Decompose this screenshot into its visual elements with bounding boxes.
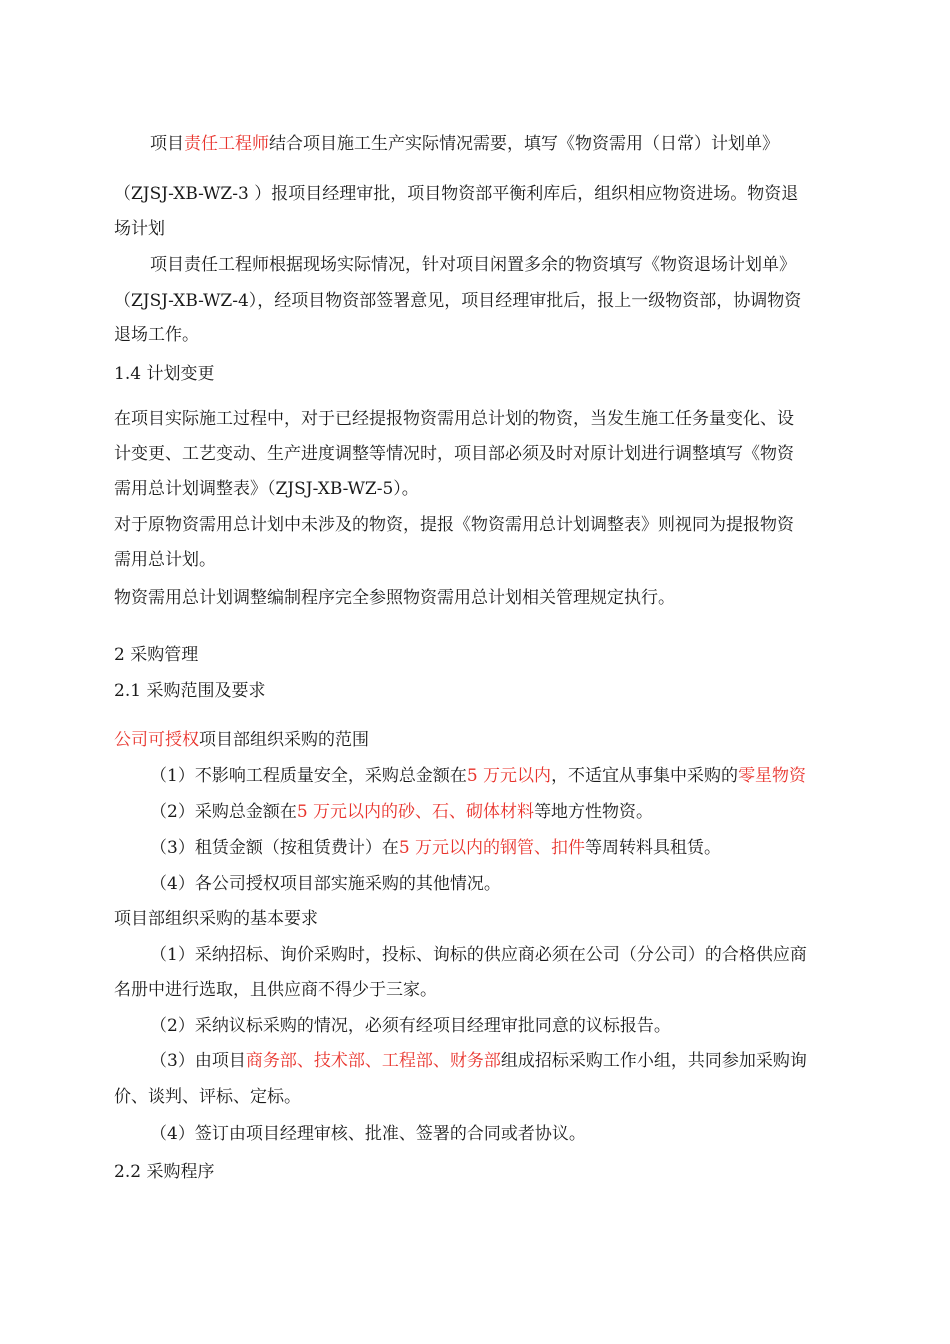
paragraph-line: 场计划 (114, 219, 165, 239)
highlighted-text: 5 万元以内的砂、石、砌体材料 (296, 802, 535, 822)
paragraph-line: 计变更、工艺变动、生产进度调整等情况时，项目部必须及时对原计划进行调整填写《物资 (114, 444, 794, 464)
paragraph-line: 退场工作。 (114, 325, 199, 345)
highlighted-text: 零星物资 (738, 766, 807, 786)
text-run: （3）租赁金额（按租赁费计）在 (150, 838, 399, 858)
text-run: （3）由项目 (150, 1051, 246, 1071)
paragraph-line: 对于原物资需用总计划中未涉及的物资，提报《物资需用总计划调整表》则视同为提报物资 (114, 515, 794, 535)
highlighted-text: 5 万元以内 (466, 766, 552, 786)
paragraph-line (150, 133, 779, 155)
list-item-continuation: 价、谈判、评标、定标。 (114, 1087, 301, 1107)
list-item: （2）采纳议标采购的情况，必须有经项目经理审批同意的议标报告。 (150, 1016, 671, 1036)
highlighted-text: 商务部、技术部、工程部、财务部 (245, 1051, 501, 1071)
highlighted-text: 5 万元以内的钢管、扣件 (398, 838, 586, 858)
highlighted-text: 公司可授权 (114, 730, 199, 750)
list-item-continuation: 名册中进行选取，且供应商不得少于三家。 (114, 980, 437, 1000)
text-run: 结合项目施工生产实际情况需要，填写《物资需用（日常）计划单》 (269, 134, 779, 154)
text-run: （2）采购总金额在 (150, 802, 297, 822)
text-run: 等周转料具租赁。 (585, 838, 722, 858)
text-run: 组成招标采购工作小组，共同参加采购询 (500, 1051, 807, 1071)
paragraph-line: 需用总计划调整表》（ZJSJ-XB-WZ-5）。 (114, 479, 419, 499)
section-heading: 2.1 采购范围及要求 (114, 681, 266, 701)
text-run: （1）不影响工程质量安全，采购总金额在 (150, 766, 467, 786)
paragraph-line: （ZJSJ-XB-WZ-4），经项目物资部签署意见，项目经理审批后，报上一级物资部，协调物资 (114, 291, 802, 311)
list-item (150, 765, 806, 787)
highlighted-text: 责任工程师 (184, 134, 269, 154)
paragraph-line: （ZJSJ-XB-WZ-3 ）报项目经理审批，项目物资部平衡利库后，组织相应物资进场。物资退 (114, 184, 799, 204)
text-run: 项目部组织采购的范围 (199, 730, 369, 750)
paragraph-line: 物资需用总计划调整编制程序完全参照物资需用总计划相关管理规定执行。 (114, 588, 675, 608)
list-item: （1）采纳招标、询价采购时，投标、询标的供应商必须在公司（分公司）的合格供应商 (150, 945, 807, 965)
section-heading: 2.2 采购程序 (114, 1162, 215, 1182)
section-heading: 1.4 计划变更 (114, 364, 215, 384)
paragraph-line: 在项目实际施工过程中，对于已经提报物资需用总计划的物资，当发生施工任务量变化、设 (114, 409, 794, 429)
list-title: 项目部组织采购的基本要求 (114, 909, 318, 929)
list-item: （4）各公司授权项目部实施采购的其他情况。 (150, 874, 501, 894)
list-item (150, 1050, 807, 1072)
text-run: 项目 (150, 134, 184, 154)
list-title (114, 729, 369, 751)
list-item: （4）签订由项目经理审核、批准、签署的合同或者协议。 (150, 1124, 586, 1144)
list-item (150, 837, 721, 859)
paragraph-line: 项目责任工程师根据现场实际情况，针对项目闲置多余的物资填写《物资退场计划单》 (150, 255, 796, 275)
text-run: ，不适宜从事集中采购的 (551, 766, 739, 786)
paragraph-line: 需用总计划。 (114, 550, 216, 570)
section-heading: 2 采购管理 (114, 645, 199, 665)
text-run: 等地方性物资。 (534, 802, 654, 822)
list-item (150, 801, 653, 823)
